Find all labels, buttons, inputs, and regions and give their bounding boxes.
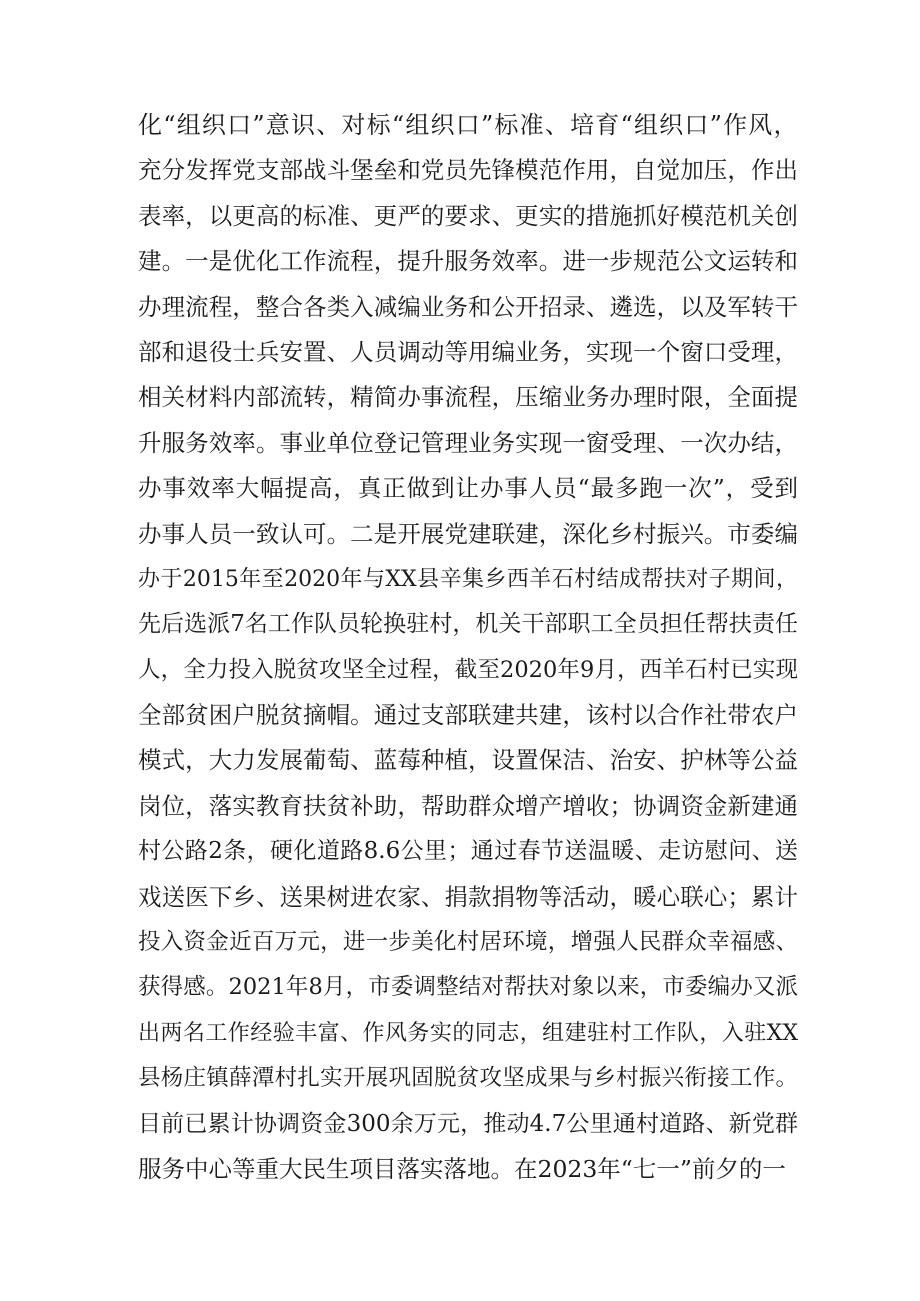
text-line: 村公路2条，硬化道路8.6公里；通过春节送温暖、走访慰问、送 (138, 838, 798, 865)
text-line: 先后选派7名工作队员轮换驻村，机关干部职工全员担任帮扶责任 (138, 611, 798, 638)
text-line: 办事效率大幅提高，真正做到让办事人员“最多跑一次”，受到 (138, 474, 798, 503)
text-line: 升服务效率。事业单位登记管理业务实现一窗受理、一次办结， (138, 428, 798, 457)
text-line: 戏送医下乡、送果树进农家、捐款捐物等活动，暖心联心；累计 (138, 882, 798, 911)
text-line: 办于2015年至2020年与XX县辛集乡西羊石村结成帮扶对子期间， (138, 566, 798, 592)
text-line: 岗位，落实教育扶贫补助，帮助群众增产增收；协调资金新建通 (138, 791, 798, 820)
text-line: 办事人员一致认可。二是开展党建联建，深化乡村振兴。市委编 (138, 519, 798, 548)
text-line: 充分发挥党支部战斗堡垒和党员先锋模范作用，自觉加压，作出 (138, 156, 798, 185)
text-line: 全部贫困户脱贫摘帽。通过支部联建共建，该村以合作社带农户 (138, 701, 798, 730)
text-line: 相关材料内部流转，精简办事流程，压缩业务办理时限，全面提 (138, 383, 798, 412)
text-line: 模式，大力发展葡萄、蓝莓种植，设置保洁、治安、护林等公益 (138, 746, 798, 775)
text-line: 表率，以更高的标准、更严的要求、更实的措施抓好模范机关创 (138, 201, 798, 230)
text-line: 化“组织口”意识、对标“组织口”标准、培育“组织口”作风， (138, 111, 798, 139)
text-line: 出两名工作经验丰富、作风务实的同志，组建驻村工作队，入驻XX (138, 1020, 798, 1046)
text-line: 办理流程，整合各类入减编业务和公开招录、遴选，以及军转干 (138, 292, 798, 321)
body-paragraph (138, 103, 798, 1192)
text-line: 投入资金近百万元，进一步美化村居环境，增强人民群众幸福感、 (138, 929, 798, 956)
text-line: 获得感。2021年8月，市委调整结对帮扶对象以来，市委编办又派 (138, 974, 798, 1001)
text-line: 县杨庄镇薛潭村扎实开展巩固脱贫攻坚成果与乡村振兴衔接工作。 (138, 1065, 798, 1092)
text-line: 部和退役士兵安置、人员调动等用编业务，实现一个窗口受理， (138, 337, 798, 366)
text-line: 目前已累计协调资金300余万元，推动4.7公里通村道路、新党群 (138, 1110, 798, 1137)
text-line: 人，全力投入脱贫攻坚全过程，截至2020年9月，西羊石村已实现 (138, 656, 798, 683)
text-line: 服务中心等重大民生项目落实落地。在2023年“七一”前夕的一 (138, 1154, 786, 1183)
text-line: 建。一是优化工作流程，提升服务效率。进一步规范公文运转和 (138, 247, 798, 276)
